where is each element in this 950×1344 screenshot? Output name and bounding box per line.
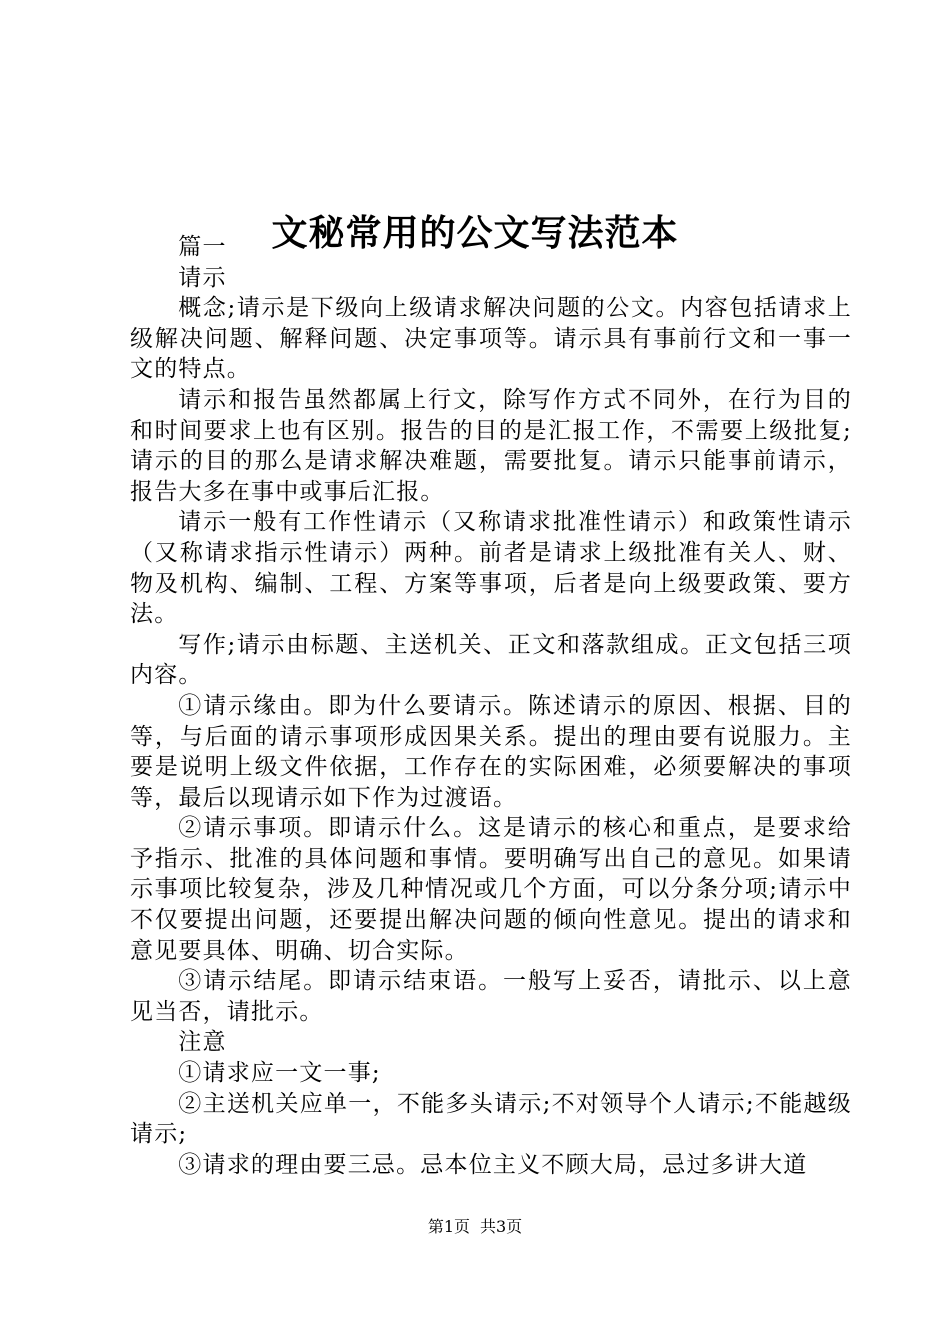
paragraph-reason: ①请示缘由。即为什么要请示。陈述请示的原因、根据、目的等，与后面的请示事项形成因果关系。提出的理由要有说服力。主要是说明上级文件依据，工作存在的实际困难，必须要解决的事项等，最后以现请示如下作为过渡语。: [130, 692, 852, 811]
paragraph-types: 请示一般有工作性请示（又称请求批准性请示）和政策性请示（又称请求指示性请示）两种。前者是请求上级批准有关人、财、物及机构、编制、工程、方案等事项，后者是向上级要政策、要方法。: [130, 509, 852, 628]
document-title: 文秘常用的公文写法范本: [271, 212, 679, 255]
paragraph-notes-heading: 注意: [178, 1029, 227, 1056]
paragraph-note-3: ③请求的理由要三忌。忌本位主义不顾大局，忌过多讲大道: [178, 1151, 808, 1178]
paragraph-writing: 写作;请示由标题、主送机关、正文和落款组成。正文包括三项内容。: [130, 631, 852, 689]
paragraph-topic-heading: 请示: [178, 264, 227, 291]
paragraph-note-2: ②主送机关应单一，不能多头请示;不对领导个人请示;不能越级请示;: [130, 1090, 852, 1148]
paragraph-concept: 概念;请示是下级向上级请求解决问题的公文。内容包括请求上级解决问题、解释问题、决定事项等。请示具有事前行文和一事一文的特点。: [130, 295, 852, 383]
paragraph-note-1: ①请求应一文一事;: [178, 1060, 381, 1087]
paragraph-ending: ③请示结尾。即请示结束语。一般写上妥否，请批示、以上意见当否，请批示。: [130, 968, 852, 1025]
page-footer: [0, 1216, 950, 1238]
paragraph-section-heading: 篇一: [178, 234, 227, 260]
page-number: 第1页: [427, 1217, 470, 1236]
page-total: 共3页: [480, 1217, 523, 1236]
paragraph-matters: ②请示事项。即请示什么。这是请示的核心和重点，是要求给予指示、批准的具体问题和事情。要明确写出自己的意见。如果请示事项比较复杂，涉及几种情况或几个方面，可以分条分项;请示中不仅要提出问题，还要提出解决问题的倾向性意见。提出的请求和意见要具体、明确、切合实际。: [130, 815, 852, 964]
paragraph-difference: 请示和报告虽然都属上行文，除写作方式不同外，在行为目的和时间要求上也有区别。报告的目的是汇报工作，不需要上级批复;请示的目的那么是请求解决难题，需要批复。请示只能事前请示，报告大多在事中或事后汇报。: [130, 386, 852, 505]
document-body: [130, 232, 852, 1180]
